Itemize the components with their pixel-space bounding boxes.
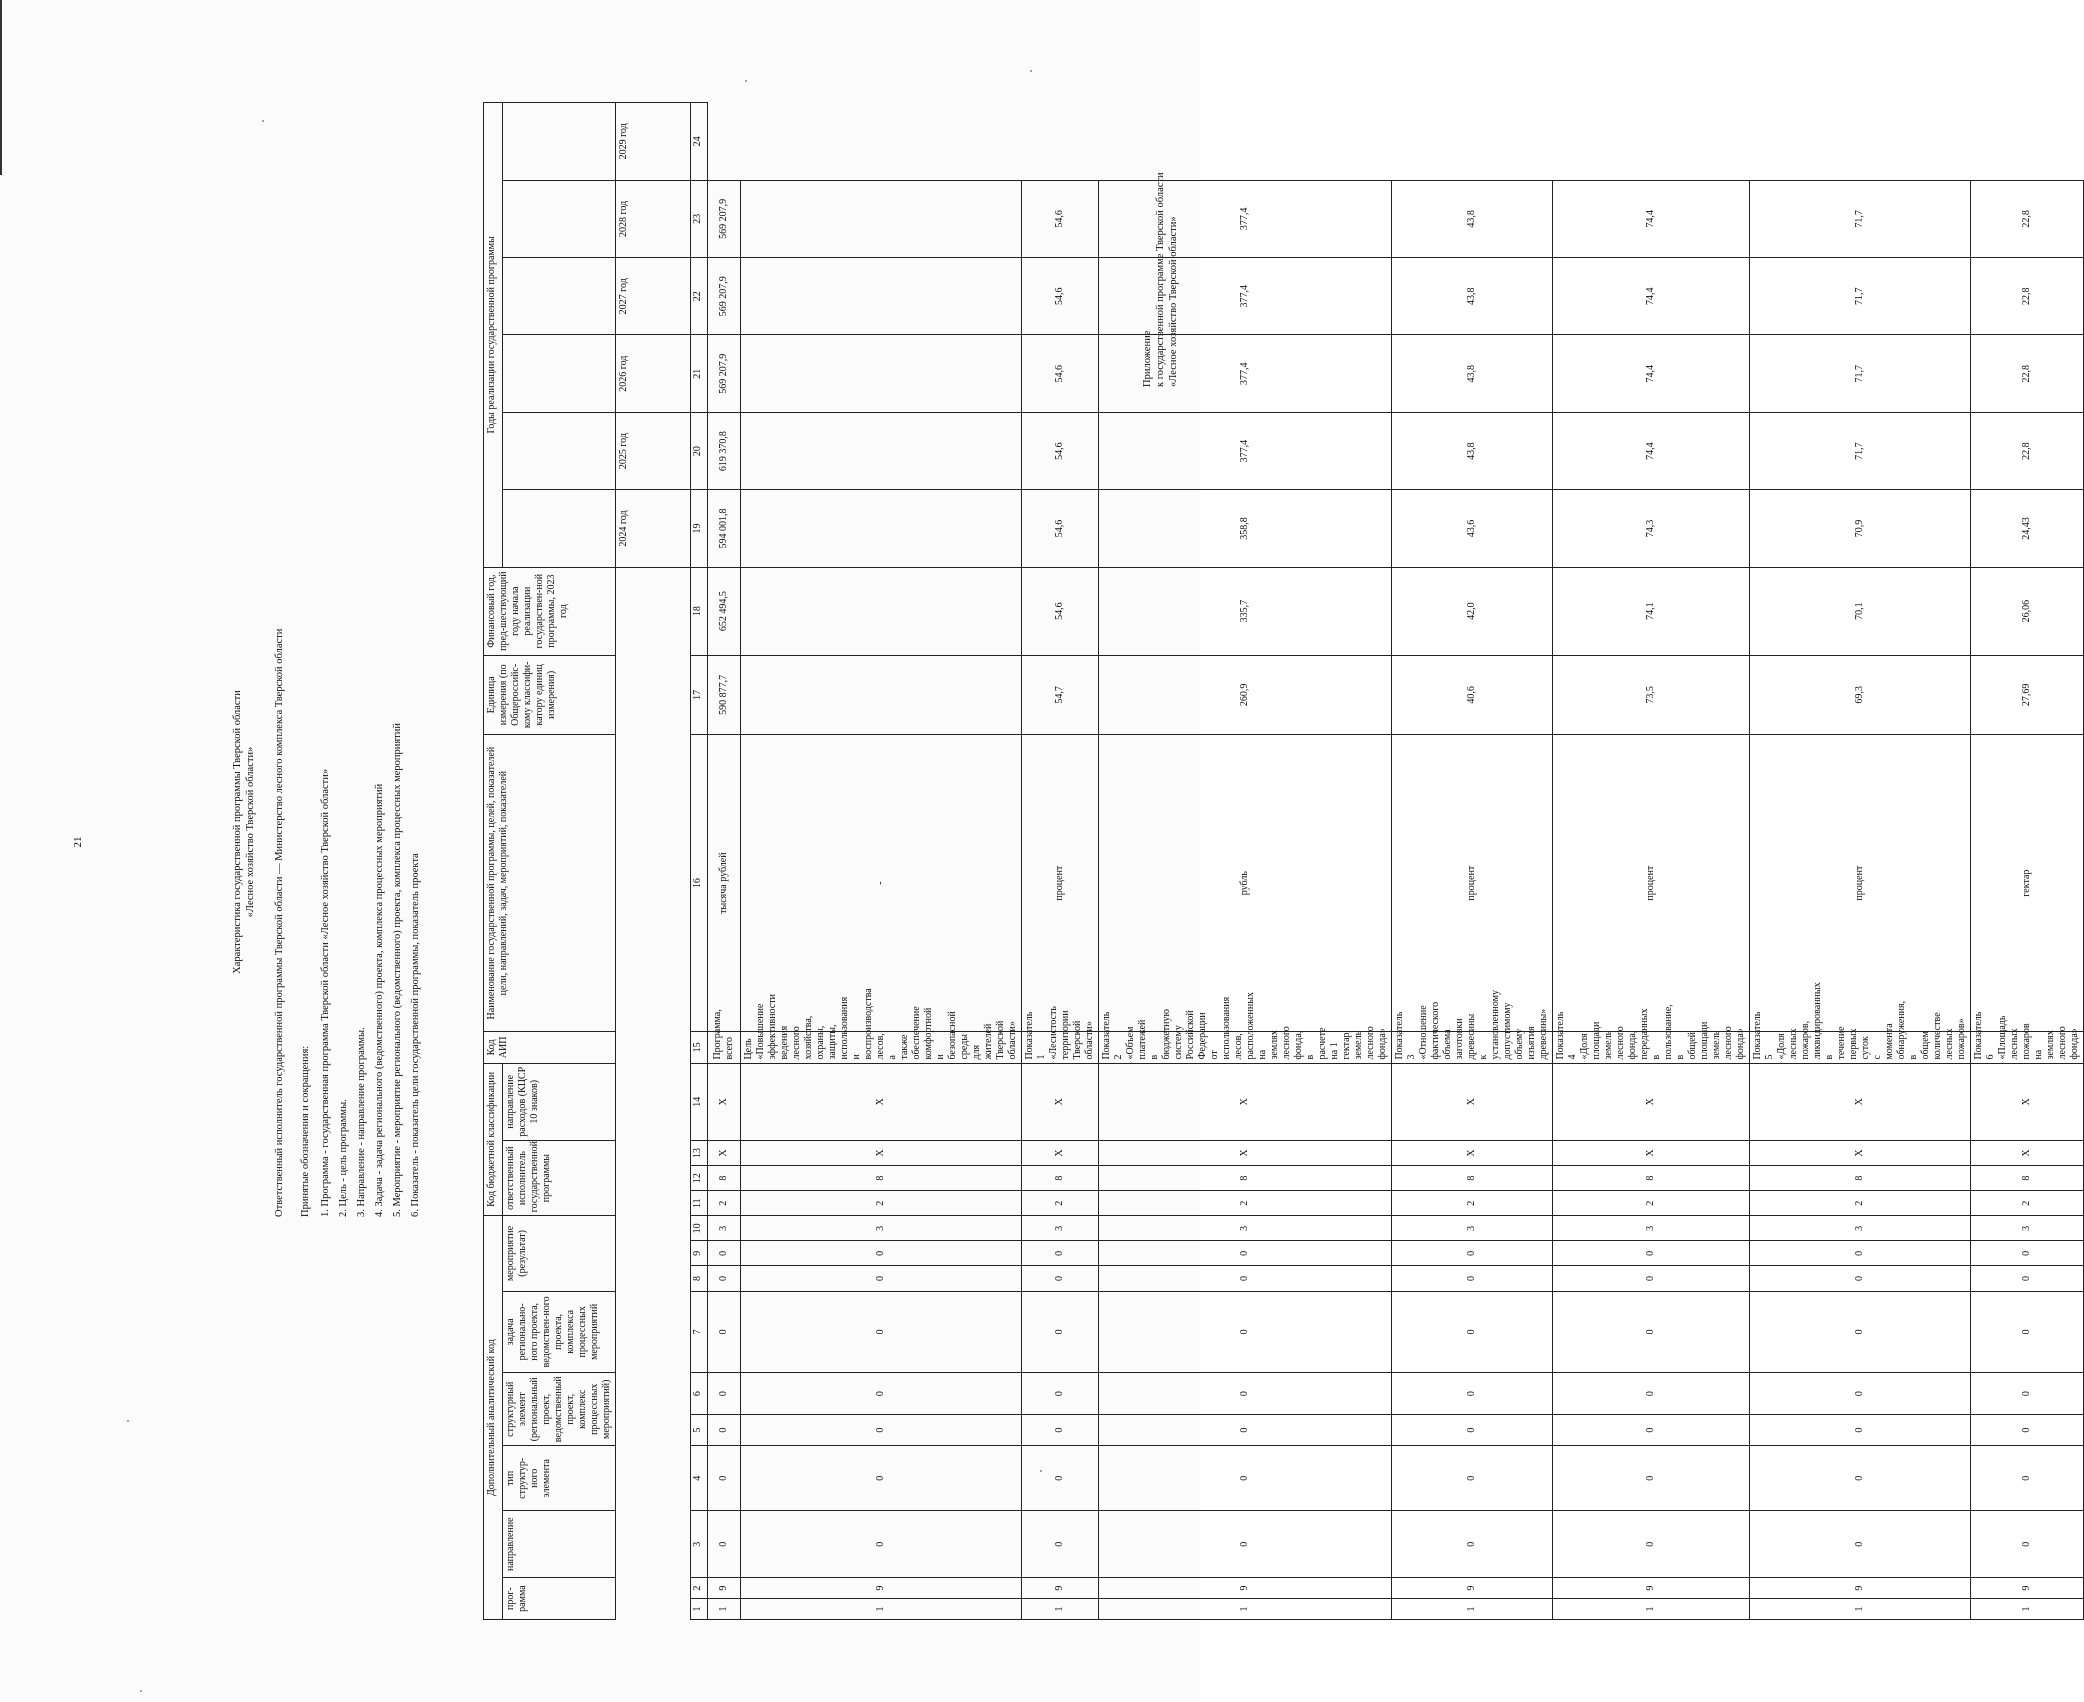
- header-executor: ответственный исполнитель государственной программы: [503, 1140, 616, 1215]
- header-year: 2027 год: [616, 258, 691, 335]
- column-number: 12: [691, 1166, 708, 1191]
- code-cell: 0: [1099, 1266, 1392, 1291]
- code-cell: 0: [1392, 1266, 1553, 1291]
- year-value-cell: 24,43: [1971, 490, 2084, 567]
- header-years-group: Годы реализации государственной программы: [484, 103, 503, 568]
- code-cell: Х: [1022, 1140, 1099, 1165]
- year-value-cell: [741, 412, 1022, 489]
- code-cell: 0: [741, 1291, 1022, 1373]
- code-cell: 1: [1022, 1599, 1099, 1620]
- code-cell: 3: [1971, 1216, 2084, 1241]
- header-struct-element: структурный элемент (региональный проект, ведомственный проект, комплекс процессных мероприятий): [503, 1373, 616, 1446]
- column-number: 14: [691, 1063, 708, 1140]
- year-value-cell: 74,1: [1553, 567, 1750, 655]
- code-cell: 0: [1099, 1414, 1392, 1445]
- table-row: [741, 103, 1022, 1620]
- code-cell: Х: [1099, 1063, 1392, 1140]
- column-number: 11: [691, 1191, 708, 1216]
- year-value-cell: 42,0: [1392, 567, 1553, 655]
- column-number: 15: [691, 1032, 708, 1063]
- header-aip-code: Код АИП: [484, 1032, 616, 1063]
- column-number: 24: [691, 103, 708, 181]
- code-cell: Х: [1553, 1063, 1750, 1140]
- year-value-cell: 377,4: [1099, 335, 1392, 412]
- code-cell: 0: [708, 1511, 741, 1578]
- year-value-cell: 70,1: [1750, 567, 1971, 655]
- column-number: 9: [691, 1241, 708, 1266]
- code-cell: 0: [741, 1511, 1022, 1578]
- code-cell: 1: [1392, 1599, 1553, 1620]
- code-cell: Х: [1971, 1140, 2084, 1165]
- table-body: [708, 103, 2084, 1620]
- prev-year-cell: 590 877,7: [708, 655, 741, 735]
- code-cell: 9: [1392, 1578, 1553, 1599]
- code-cell: 0: [1392, 1446, 1553, 1511]
- code-cell: 3: [1099, 1216, 1392, 1241]
- code-cell: Х: [1099, 1140, 1392, 1165]
- unit-cell: рубль: [1099, 735, 1392, 1032]
- table-row: [1022, 103, 1099, 1620]
- header-direction: направление: [503, 1511, 616, 1578]
- code-cell: 0: [1392, 1511, 1553, 1578]
- code-cell: 8: [708, 1166, 741, 1191]
- unit-cell: тысяча рублей: [708, 735, 741, 1032]
- year-value-cell: 43,6: [1392, 490, 1553, 567]
- code-cell: 9: [1099, 1578, 1392, 1599]
- code-cell: 2: [1392, 1191, 1553, 1216]
- page-number: 21: [72, 836, 84, 848]
- code-cell: 0: [1750, 1511, 1971, 1578]
- code-cell: 8: [1971, 1166, 2084, 1191]
- code-cell: 0: [1392, 1291, 1553, 1373]
- code-cell: Х: [1392, 1140, 1553, 1165]
- code-cell: 9: [1553, 1578, 1750, 1599]
- year-value-cell: 358,8: [1099, 490, 1392, 567]
- abbreviation-item: 3. Направление - направление программы.: [356, 1027, 367, 1217]
- code-cell: 0: [1553, 1446, 1750, 1511]
- code-cell: 0: [1750, 1291, 1971, 1373]
- header-year: 2025 год: [616, 412, 691, 489]
- year-value-cell: 54,6: [1022, 490, 1099, 567]
- code-cell: 0: [708, 1291, 741, 1373]
- header-expense-direction: направление расходов (КЦСР 10 знаков): [503, 1063, 616, 1140]
- code-cell: 3: [1553, 1216, 1750, 1241]
- code-cell: 9: [708, 1578, 741, 1599]
- year-value-cell: 54,6: [1022, 335, 1099, 412]
- code-cell: 0: [1392, 1241, 1553, 1266]
- year-value-cell: 569 207,9: [708, 180, 741, 257]
- year-value-cell: 74,3: [1553, 490, 1750, 567]
- code-cell: 8: [1392, 1166, 1553, 1191]
- code-cell: 3: [1022, 1216, 1099, 1241]
- code-cell: 0: [741, 1373, 1022, 1415]
- unit-cell: процент: [1750, 735, 1971, 1032]
- row-name-cell: Показатель 1 «Лесистость территории Тверской области»: [1022, 1032, 1099, 1063]
- year-value-cell: 74,4: [1553, 335, 1750, 412]
- code-cell: Х: [741, 1063, 1022, 1140]
- scan-speck: [140, 1690, 142, 1692]
- code-cell: 2: [1750, 1191, 1971, 1216]
- code-cell: 0: [708, 1266, 741, 1291]
- prev-year-cell: [741, 655, 1022, 735]
- code-cell: 8: [1553, 1166, 1750, 1191]
- code-cell: 0: [1553, 1241, 1750, 1266]
- year-value-cell: 74,4: [1553, 180, 1750, 257]
- code-cell: 0: [1750, 1446, 1971, 1511]
- code-cell: 0: [708, 1373, 741, 1415]
- year-value-cell: [741, 335, 1022, 412]
- year-value-cell: 54,6: [1022, 180, 1099, 257]
- header-struct-type: тип структур-ного элемента: [503, 1446, 616, 1511]
- code-cell: 0: [1971, 1446, 2084, 1511]
- year-value-cell: 377,4: [1099, 180, 1392, 257]
- code-cell: 2: [1022, 1191, 1099, 1216]
- column-number: 7: [691, 1291, 708, 1373]
- code-cell: 8: [741, 1166, 1022, 1191]
- year-value-cell: 70,9: [1750, 490, 1971, 567]
- column-number: 22: [691, 258, 708, 335]
- header-program: прог-рамма: [503, 1578, 616, 1620]
- header-year: 2028 год: [616, 180, 691, 257]
- code-cell: 9: [741, 1578, 1022, 1599]
- row-name-cell: Показатель 5 «Доля лесных пожаров, ликвидированных в течение первых суток с момента обнаружения, в общем количестве лесных пожаров»: [1750, 1032, 1971, 1063]
- year-value-cell: [741, 258, 1022, 335]
- column-number: 18: [691, 567, 708, 655]
- code-cell: 0: [1022, 1373, 1099, 1415]
- code-cell: 0: [1099, 1373, 1392, 1415]
- code-cell: 0: [1099, 1291, 1392, 1373]
- year-value-cell: 74,4: [1553, 258, 1750, 335]
- column-number: 3: [691, 1511, 708, 1578]
- year-value-cell: 54,6: [1022, 567, 1099, 655]
- header-name: Наименование государственной программы, целей, показателей цели, направлений, задач, мероприятий, показателей: [484, 735, 616, 1032]
- code-cell: 0: [1553, 1373, 1750, 1415]
- year-value-cell: 43,8: [1392, 180, 1553, 257]
- code-cell: 0: [741, 1446, 1022, 1511]
- year-value-cell: 43,8: [1392, 412, 1553, 489]
- year-value-cell: 22,8: [1971, 412, 2084, 489]
- unit-cell: -: [741, 735, 1022, 1032]
- code-cell: Х: [1392, 1063, 1553, 1140]
- year-value-cell: 26,06: [1971, 567, 2084, 655]
- column-number: 19: [691, 490, 708, 567]
- code-cell: 2: [1099, 1191, 1392, 1216]
- year-value-cell: 54,6: [1022, 412, 1099, 489]
- code-cell: 2: [708, 1191, 741, 1216]
- table-header-row: [484, 103, 503, 1620]
- code-cell: 0: [1553, 1414, 1750, 1445]
- abbreviation-item: 6. Показатель - показатель цели государственной программы, показатель проекта: [410, 853, 421, 1217]
- abbreviations-intro: Принятые обозначения и сокращения:: [300, 1045, 311, 1217]
- year-value-cell: 652 494,5: [708, 567, 741, 655]
- appendix-line-1: к государственной программе Тверской области: [1155, 172, 1166, 387]
- column-number: 5: [691, 1414, 708, 1445]
- column-number: 17: [691, 655, 708, 735]
- table-row: [1099, 103, 1392, 1620]
- unit-cell: процент: [1553, 735, 1750, 1032]
- code-cell: 0: [708, 1241, 741, 1266]
- table-header-years-row: [616, 103, 691, 1620]
- table-row: [1971, 103, 2084, 1620]
- code-cell: 3: [1392, 1216, 1553, 1241]
- code-cell: 0: [741, 1266, 1022, 1291]
- year-value-cell: 22,8: [1971, 335, 2084, 412]
- year-value-cell: 71,7: [1750, 180, 1971, 257]
- code-cell: 9: [1022, 1578, 1099, 1599]
- unit-cell: гектар: [1971, 735, 2084, 1032]
- code-cell: 0: [1022, 1511, 1099, 1578]
- code-cell: Х: [1750, 1140, 1971, 1165]
- prev-year-cell: 27,69: [1971, 655, 2084, 735]
- year-value-cell: [741, 567, 1022, 655]
- code-cell: 0: [1099, 1511, 1392, 1578]
- abbreviation-item: 2. Цель - цель программы.: [338, 1099, 349, 1217]
- program-characteristics-table: [483, 102, 2084, 1620]
- header-budget-code: Код бюджетной классификации: [484, 1063, 503, 1216]
- code-cell: 0: [1553, 1291, 1750, 1373]
- code-cell: Х: [741, 1140, 1022, 1165]
- code-cell: 0: [708, 1446, 741, 1511]
- year-value-cell: 377,4: [1099, 258, 1392, 335]
- code-cell: 0: [708, 1414, 741, 1445]
- year-value-cell: 71,7: [1750, 412, 1971, 489]
- year-value-cell: [741, 490, 1022, 567]
- code-cell: 0: [1099, 1446, 1392, 1511]
- column-number: 21: [691, 335, 708, 412]
- characteristic-line-2: «Лесное хозяйство Тверской области»: [245, 746, 256, 918]
- table-row: [708, 103, 741, 1620]
- scan-edge-mark: [0, 0, 2, 175]
- table-row: [1750, 103, 1971, 1620]
- code-cell: 0: [1971, 1291, 2084, 1373]
- year-value-cell: 54,6: [1022, 258, 1099, 335]
- header-unit: Единица измерения (по Общероссийс-кому классифи-катору единиц измерения): [484, 655, 616, 735]
- code-cell: 0: [1750, 1373, 1971, 1415]
- year-value-cell: 22,8: [1971, 258, 2084, 335]
- code-cell: 0: [741, 1241, 1022, 1266]
- header-year: 2024 год: [616, 490, 691, 567]
- year-value-cell: 377,4: [1099, 412, 1392, 489]
- year-value-cell: 594 001,8: [708, 490, 741, 567]
- code-cell: Х: [1022, 1063, 1099, 1140]
- header-prev-year: Финансовый год, пред-шествующий году начала реализации государствен-ной программы, 2023 год: [484, 567, 616, 655]
- code-cell: 0: [1971, 1241, 2084, 1266]
- row-name-cell: Показатель 6 «Площадь лесных пожаров на землях лесного фонда»: [1971, 1032, 2084, 1063]
- code-cell: 8: [1099, 1166, 1392, 1191]
- code-cell: 0: [1553, 1511, 1750, 1578]
- year-value-cell: 43,8: [1392, 258, 1553, 335]
- code-cell: 0: [1022, 1446, 1099, 1511]
- column-number: 20: [691, 412, 708, 489]
- code-cell: 0: [1971, 1266, 2084, 1291]
- abbreviation-item: 5. Мероприятие - мероприятие регионального (ведомственного) проекта, комплекса процессных мероприятий: [392, 722, 403, 1217]
- table-row: [1392, 103, 1553, 1620]
- table-row: [1553, 103, 1750, 1620]
- abbreviation-item: 1. Программа - государственная программа Тверской области «Лесное хозяйство Тверской области»: [320, 768, 331, 1217]
- column-number: 4: [691, 1446, 708, 1511]
- year-value-cell: [741, 180, 1022, 257]
- year-value-cell: 619 370,8: [708, 412, 741, 489]
- code-cell: Х: [708, 1063, 741, 1140]
- year-value-cell: 71,7: [1750, 335, 1971, 412]
- code-cell: 3: [1750, 1216, 1971, 1241]
- code-cell: 8: [1750, 1166, 1971, 1191]
- code-cell: 0: [1553, 1266, 1750, 1291]
- year-value-cell: 43,8: [1392, 335, 1553, 412]
- appendix-line-2: «Лесное хозяйство Тверской области»: [1168, 216, 1179, 387]
- code-cell: 1: [1750, 1599, 1971, 1620]
- responsible-executor: Ответственный исполнитель государственной программы Тверской области — Министерство лесного комплекса Тверской области: [274, 628, 285, 1217]
- code-cell: 9: [1971, 1578, 2084, 1599]
- code-cell: 0: [1971, 1373, 2084, 1415]
- prev-year-cell: 69,3: [1750, 655, 1971, 735]
- code-cell: 0: [1750, 1241, 1971, 1266]
- code-cell: 0: [1750, 1414, 1971, 1445]
- year-value-cell: 569 207,9: [708, 335, 741, 412]
- header-year: 2026 год: [616, 335, 691, 412]
- unit-cell: процент: [1392, 735, 1553, 1032]
- column-number: 8: [691, 1266, 708, 1291]
- row-name-cell: Показатель 2 «Объем платежей в бюджетную систему Российской Федерации от использования лесов, расположенных на землях лесного фонда, в расчете на 1 гектар земель лесного фонда»: [1099, 1032, 1392, 1063]
- header-additional-code: Дополнительный аналитический код: [484, 1216, 503, 1620]
- code-cell: 2: [741, 1191, 1022, 1216]
- appendix-title: Приложение: [1142, 330, 1153, 387]
- code-cell: 8: [1022, 1166, 1099, 1191]
- column-number: 1: [691, 1599, 708, 1620]
- column-number: 6: [691, 1373, 708, 1415]
- code-cell: 1: [1099, 1599, 1392, 1620]
- code-cell: 0: [1099, 1241, 1392, 1266]
- code-cell: 0: [1750, 1266, 1971, 1291]
- year-value-cell: 71,7: [1750, 258, 1971, 335]
- code-cell: 3: [741, 1216, 1022, 1241]
- row-name-cell: Цель «Повышение эффективности ведения лесного хозяйства, охраны, защиты, использования и воспроизводства лесов, а также обеспечение комфортной и безопасной среды для жителей Тверской области»: [741, 1032, 1022, 1063]
- code-cell: 1: [741, 1599, 1022, 1620]
- code-cell: Х: [1553, 1140, 1750, 1165]
- column-number: 2: [691, 1578, 708, 1599]
- code-cell: 3: [708, 1216, 741, 1241]
- row-name-cell: Показатель 3 «Отношение фактического объема заготовки древесины к установленному допустимому объему изъятия древесины»: [1392, 1032, 1553, 1063]
- column-number: 23: [691, 180, 708, 257]
- row-name-cell: Программа, всего: [708, 1032, 741, 1063]
- code-cell: 0: [1022, 1241, 1099, 1266]
- header-year: 2029 год: [616, 103, 691, 181]
- column-number: 16: [691, 735, 708, 1032]
- prev-year-cell: 40,6: [1392, 655, 1553, 735]
- characteristic-line-1: Характеристика государственной программы Тверской области: [232, 690, 243, 974]
- code-cell: 1: [1971, 1599, 2084, 1620]
- year-value-cell: 22,8: [1971, 180, 2084, 257]
- code-cell: 0: [1971, 1511, 2084, 1578]
- prev-year-cell: 54,7: [1022, 655, 1099, 735]
- column-numbers-row: [691, 103, 708, 1620]
- code-cell: Х: [1750, 1063, 1971, 1140]
- unit-cell: процент: [1022, 735, 1099, 1032]
- prev-year-cell: 73,5: [1553, 655, 1750, 735]
- header-event: мероприятие (результат): [503, 1216, 616, 1291]
- code-cell: 0: [1022, 1414, 1099, 1445]
- row-name-cell: Показатель 4 «Доля площади земель лесного фонда, переданных в пользование, в общей площади земель лесного фонда»: [1553, 1032, 1750, 1063]
- year-value-cell: 569 207,9: [708, 258, 741, 335]
- year-value-cell: 335,7: [1099, 567, 1392, 655]
- prev-year-cell: 260,9: [1099, 655, 1392, 735]
- code-cell: 0: [1971, 1414, 2084, 1445]
- code-cell: 2: [1971, 1191, 2084, 1216]
- code-cell: Х: [1971, 1063, 2084, 1140]
- code-cell: 2: [1553, 1191, 1750, 1216]
- code-cell: Х: [708, 1140, 741, 1165]
- code-cell: 0: [1392, 1414, 1553, 1445]
- column-number: 13: [691, 1140, 708, 1165]
- code-cell: 9: [1750, 1578, 1971, 1599]
- column-number: 10: [691, 1216, 708, 1241]
- rotated-content: [6, 22, 2080, 1682]
- code-cell: 0: [1392, 1373, 1553, 1415]
- abbreviation-item: 4. Задача - задача регионального (ведомственного) проекта, комплекса процессных мероприятий: [374, 783, 385, 1217]
- code-cell: 0: [1022, 1291, 1099, 1373]
- year-value-cell: 74,4: [1553, 412, 1750, 489]
- header-task: задача регионально-ного проекта, ведомствен-ного проекта, комплекса процессных мероприятий: [503, 1291, 616, 1373]
- code-cell: 0: [741, 1414, 1022, 1445]
- code-cell: 1: [708, 1599, 741, 1620]
- code-cell: 1: [1553, 1599, 1750, 1620]
- code-cell: 0: [1022, 1266, 1099, 1291]
